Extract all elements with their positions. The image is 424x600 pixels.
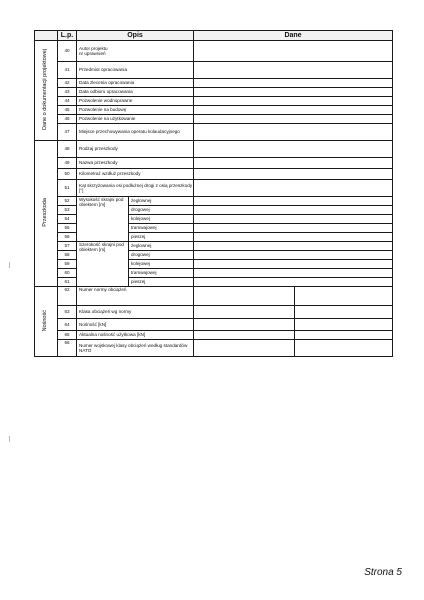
row-number: 52 xyxy=(58,197,77,206)
row-number: 50 xyxy=(58,169,77,180)
value-cell[interactable] xyxy=(194,269,393,278)
row-number: 53 xyxy=(58,206,77,215)
row-number: 57 xyxy=(58,242,77,251)
value-cell[interactable] xyxy=(194,106,393,115)
table-row xyxy=(35,319,393,331)
table-row xyxy=(35,124,393,141)
row-number: 58 xyxy=(58,251,77,260)
value-cell[interactable] xyxy=(194,41,393,62)
table-row xyxy=(35,331,393,340)
row-description: Pozwolenie wodnoprawne xyxy=(77,97,194,106)
row-number: 56 xyxy=(58,233,77,242)
header-dane: Dane xyxy=(194,31,393,41)
row-description: Rodzaj przeszkody xyxy=(77,141,194,158)
table-row xyxy=(35,115,393,124)
value-cell[interactable] xyxy=(194,97,393,106)
row-description: Autor projektu nr uprawnień xyxy=(77,41,194,62)
header-section xyxy=(35,31,58,41)
row-description: Pozwolenie na użytkowanie xyxy=(77,115,194,124)
section-obstacle: Przeszkoda xyxy=(35,141,58,287)
row-number: 63 xyxy=(58,306,77,319)
row-number: 64 xyxy=(58,319,77,331)
value-cell[interactable] xyxy=(194,224,393,233)
row-number: 61 xyxy=(58,278,77,287)
row-number: 66 xyxy=(58,340,77,357)
value-cell[interactable] xyxy=(194,88,393,97)
row-number: 40 xyxy=(58,41,77,62)
row-number: 59 xyxy=(58,260,77,269)
row-description: Nazwa przeszkody xyxy=(77,158,194,169)
section-capacity: Nośność xyxy=(35,287,58,357)
row-number: 44 xyxy=(58,97,77,106)
value-cell[interactable] xyxy=(194,319,295,331)
row-number: 47 xyxy=(58,124,77,141)
table-row xyxy=(35,158,393,169)
value-cell[interactable] xyxy=(194,233,393,242)
row-description: Data zlecenia opracowania xyxy=(77,79,194,88)
row-description: Miejsce przechowywania operatu kolaudacyjnego xyxy=(77,124,194,141)
table-row xyxy=(35,62,393,79)
value-cell[interactable] xyxy=(295,287,393,306)
value-cell[interactable] xyxy=(194,115,393,124)
row-description: Klasa obciążeń wg normy xyxy=(77,306,194,319)
value-cell[interactable] xyxy=(295,340,393,357)
row-description: Aktualna nośność użytkowa [kN] xyxy=(77,331,194,340)
header-opis: Opis xyxy=(77,31,194,41)
row-number: 65 xyxy=(58,331,77,340)
sub-description: żeglownej xyxy=(129,242,194,251)
row-number: 51 xyxy=(58,180,77,197)
sub-description: żeglownej xyxy=(129,197,194,206)
row-description: Kąt skrzyżowania osi podłużnej drogi z osią przeszkody [°] xyxy=(77,180,194,197)
page-number: Strona 5 xyxy=(364,567,402,578)
sub-description: tramwajowej xyxy=(129,269,194,278)
value-cell[interactable] xyxy=(295,306,393,319)
table-row xyxy=(35,88,393,97)
value-cell[interactable] xyxy=(194,287,295,306)
row-number: 43 xyxy=(58,88,77,97)
value-cell[interactable] xyxy=(194,215,393,224)
value-cell[interactable] xyxy=(194,260,393,269)
value-cell[interactable] xyxy=(194,141,393,158)
row-description: Data odbioru opracowania xyxy=(77,88,194,97)
row-number: 49 xyxy=(58,158,77,169)
scan-mark xyxy=(9,262,10,268)
value-cell[interactable] xyxy=(194,251,393,260)
table-row xyxy=(35,79,393,88)
group-label-height: Wysokość skrajni pod obiektem [m] xyxy=(77,197,129,242)
sub-description: kolejowej xyxy=(129,215,194,224)
table-row xyxy=(35,180,393,197)
value-cell[interactable] xyxy=(194,180,393,197)
sub-description: tramwajowej xyxy=(129,224,194,233)
value-cell[interactable] xyxy=(194,340,295,357)
table-row xyxy=(35,287,393,306)
row-number: 42 xyxy=(58,79,77,88)
table-row xyxy=(35,41,393,62)
value-cell[interactable] xyxy=(295,319,393,331)
sub-description: kolejowej xyxy=(129,260,194,269)
value-cell[interactable] xyxy=(194,242,393,251)
row-number: 46 xyxy=(58,115,77,124)
value-cell[interactable] xyxy=(194,169,393,180)
row-number: 62 xyxy=(58,287,77,306)
scan-mark xyxy=(9,436,10,442)
row-number: 48 xyxy=(58,141,77,158)
table-row xyxy=(35,340,393,357)
sub-description: pieszej xyxy=(129,278,194,287)
value-cell[interactable] xyxy=(194,331,295,340)
row-description: Numer normy obciążeń xyxy=(77,287,194,306)
group-label-width: Szerokość skrajni pod obiektem [m] xyxy=(77,242,129,287)
value-cell[interactable] xyxy=(194,62,393,79)
row-description: Pozwolenie na budowę xyxy=(77,106,194,115)
row-description: Nośność [kN] xyxy=(77,319,194,331)
row-number: 41 xyxy=(58,62,77,79)
section-documentation: Dane o dokumentacji projektowej xyxy=(35,41,58,141)
value-cell[interactable] xyxy=(194,206,393,215)
table-row xyxy=(35,242,393,251)
row-description: Kilometraż wzdłuż przeszkody xyxy=(77,169,194,180)
sub-description: pieszej xyxy=(129,233,194,242)
row-description: Numer wojskowej klasy obciążeń według standardów NATO xyxy=(77,340,194,357)
table-header-row xyxy=(35,31,393,41)
sub-description: drogowej xyxy=(129,206,194,215)
sub-description: drogowej xyxy=(129,251,194,260)
row-number: 54 xyxy=(58,215,77,224)
row-number: 45 xyxy=(58,106,77,115)
table-row xyxy=(35,169,393,180)
table-row xyxy=(35,306,393,319)
value-cell[interactable] xyxy=(194,306,295,319)
row-number: 60 xyxy=(58,269,77,278)
value-cell[interactable] xyxy=(194,197,393,206)
value-cell[interactable] xyxy=(194,124,393,141)
table-row xyxy=(35,141,393,158)
value-cell[interactable] xyxy=(295,331,393,340)
table-row xyxy=(35,197,393,206)
header-lp: L.p. xyxy=(58,31,77,41)
row-description: Przedmiot opracowania xyxy=(77,62,194,79)
row-number: 55 xyxy=(58,224,77,233)
bridge-data-form xyxy=(34,30,393,357)
value-cell[interactable] xyxy=(194,278,393,287)
table-row xyxy=(35,106,393,115)
value-cell[interactable] xyxy=(194,158,393,169)
value-cell[interactable] xyxy=(194,79,393,88)
table-row xyxy=(35,97,393,106)
